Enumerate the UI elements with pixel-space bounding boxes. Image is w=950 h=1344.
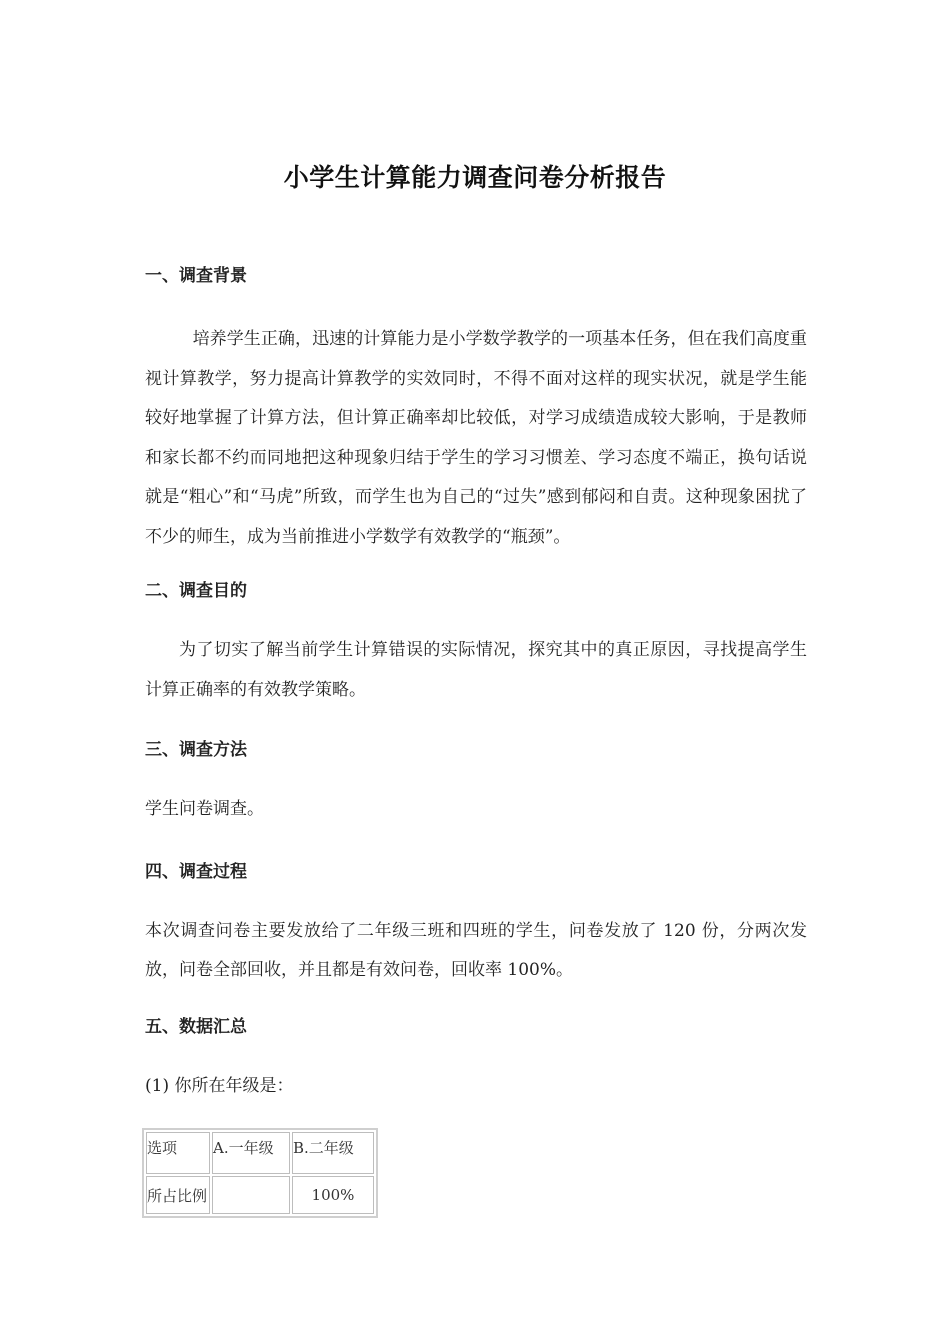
background-paragraph: 培养学生正确，迅速的计算能力是小学数学教学的一项基本任务，但在我们高度重视计算教学，努力提高计算教学的实效同时，不得不面对这样的现实状况，就是学生能较好地掌握了计算方法，但计算正确率却比较低，对学习成绩造成较大影响，于是教师和家长都不约而同地把这种现象归结于学生的学习习惯差、学习态度不端正，换句话说就是“粗心”和“马虎”所致，而学生也为自己的“过失”感到郁闷和自责。这种现象困扰了不少的师生，成为当前推进小学数学有效教学的“瓶颈”。 [145, 329, 807, 547]
grade-table [142, 1128, 378, 1218]
section-heading-background: 一、调查背景 [145, 266, 247, 286]
section-heading-method: 三、调查方法 [145, 740, 247, 760]
process-paragraph: 本次调查问卷主要发放给了二年级三班和四班的学生，问卷发放了 120 份，分两次发放，问卷全部回收，并且都是有效问卷，回收率 100%。 [145, 920, 807, 980]
table-cell [212, 1176, 290, 1214]
table-cell: 选项 [146, 1132, 210, 1174]
section-heading-purpose: 二、调查目的 [145, 581, 247, 601]
table-cell: 100% [292, 1176, 374, 1214]
table-cell: A.一年级 [212, 1132, 290, 1174]
document-body [145, 262, 807, 1218]
table-cell: B.二年级 [292, 1132, 374, 1174]
method-paragraph: 学生问卷调查。 [145, 799, 264, 819]
section-heading-summary: 五、数据汇总 [145, 1016, 247, 1037]
purpose-paragraph: 为了切实了解当前学生计算错误的实际情况，探究其中的真正原因，寻找提高学生计算正确率的有效教学策略。 [145, 640, 807, 700]
table-cell: 所占比例 [146, 1176, 210, 1214]
table-row [146, 1176, 374, 1214]
table-header-row [146, 1132, 374, 1174]
question-1: (1) 你所在年级是： [145, 1075, 294, 1096]
document-title: 小学生计算能力调查问卷分析报告 [283, 163, 667, 192]
section-heading-process: 四、调查过程 [145, 861, 247, 882]
